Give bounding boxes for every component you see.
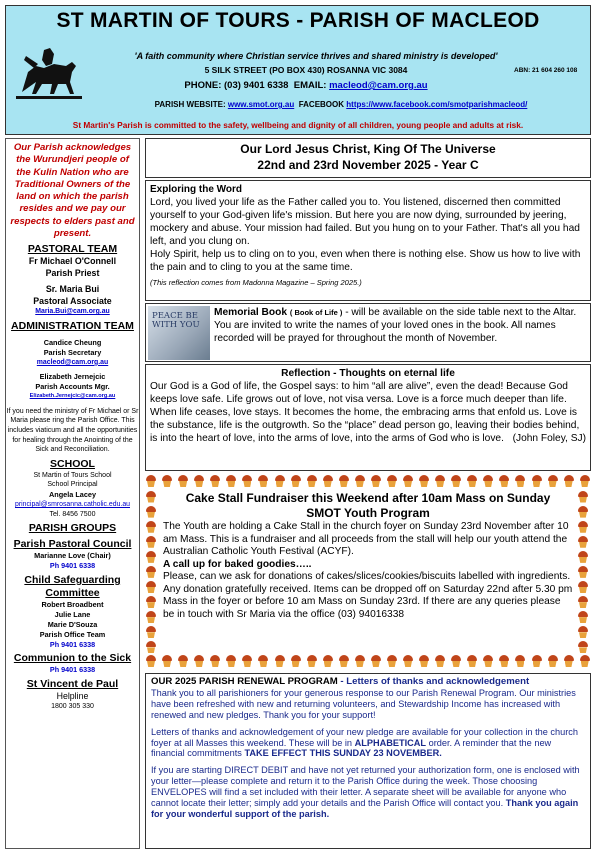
cake-paragraph: Please, can we ask for donations of cakes/slices/cookies/biscuits labelled with ingredients. Any donation gratefully received. Items can be dropped off on Saturday 22nd after 5.30 pm Mass in the foyer or before 10 am Mass on Sunday 23rd. If there are any queries please be in touch with Sr Maria via the office (03) 94016338: [163, 571, 573, 620]
cupcake-icon: [290, 655, 302, 667]
cupcake-icon: [577, 626, 589, 638]
feast-name: Our Lord Jesus Christ, King Of The Universe: [240, 142, 496, 156]
communion-heading: Communion to the Sick: [13, 652, 132, 665]
cupcake-icon: [274, 475, 286, 487]
cupcake-icon: [306, 475, 318, 487]
cupcake-icon: [290, 475, 302, 487]
cupcake-icon: [354, 655, 366, 667]
cupcake-icon: [450, 475, 462, 487]
reflection-citation: (John Foley, SJ): [512, 433, 586, 444]
priest-role: Parish Priest: [45, 267, 100, 278]
cupcake-icon: [563, 475, 575, 487]
image-caption: PEACE BE WITH YOU: [152, 311, 200, 330]
parish-groups-heading: PARISH GROUPS: [28, 522, 117, 535]
feast-date: 22nd and 23rd November 2025 - Year C: [257, 158, 479, 172]
cupcake-icon: [482, 475, 494, 487]
cupcake-icon: [386, 655, 398, 667]
principal-email-link[interactable]: principal@smrosanna.catholic.edu.au: [14, 501, 130, 509]
cupcake-icon: [402, 655, 414, 667]
cupcake-icon: [145, 641, 157, 653]
cupcake-icon: [577, 521, 589, 533]
cupcake-icon: [338, 475, 350, 487]
cupcake-icon: [531, 475, 543, 487]
memorial-subtitle: ( Book of Life ): [289, 308, 343, 317]
memorial-book-box: [145, 303, 591, 362]
cupcake-icon: [145, 475, 157, 487]
cupcake-border-right: [577, 489, 591, 655]
memorial-title: Memorial Book: [214, 307, 288, 318]
peace-be-with-you-image: [148, 306, 210, 360]
country-acknowledgement: Our Parish acknowledges the Wurundjeri people of the Kulin Nation who are Traditional Owners of the land on which the parish resides and we pay our respects to elders past and present.: [10, 142, 135, 240]
cupcake-icon: [531, 655, 543, 667]
sg-member: Parish Office Team: [39, 629, 106, 639]
contact-line: [96, 80, 516, 91]
cupcake-icon: [257, 475, 269, 487]
vincent-helpline-label: Helpline: [56, 690, 89, 701]
word-paragraph: Lord, you lived your life as the Father called you to. You listened, discerned then committed yourself to your God-given life's mission. But here you are now dying, surrounded by jeering, mockery and abuse. Your mission had failed. But you hung on to your Father. That's all you had left, and you clung on.: [150, 197, 580, 247]
cupcake-icon: [577, 596, 589, 608]
parish-abn: ABN: 21 604 260 108: [514, 67, 578, 74]
cupcake-icon: [145, 655, 157, 667]
cupcake-icon: [161, 655, 173, 667]
cupcake-icon: [577, 581, 589, 593]
cupcake-icon: [482, 655, 494, 667]
cupcake-icon: [577, 506, 589, 518]
renewal-paragraph: Letters of thanks and acknowledgement of your new pledge are available for your collection in the church foyer at all Masses this weekend. These will be in ALPHABETICAL order. A reminder that the new financial commitments TAKE EFFECT THIS SUNDAY 23 NOVEMBER.: [151, 726, 578, 759]
sidebar: [5, 138, 140, 849]
cupcake-icon: [434, 475, 446, 487]
cupcake-icon: [579, 655, 591, 667]
cupcake-icon: [547, 475, 559, 487]
email-link[interactable]: macleod@cam.org.au: [329, 80, 428, 91]
school-tel: Tel. 8456 7500: [49, 510, 96, 518]
renewal-subtitle: - Letters of thanks and acknowledgement: [337, 676, 530, 687]
cupcake-icon: [577, 611, 589, 623]
cupcake-icon: [577, 641, 589, 653]
cupcake-icon: [577, 551, 589, 563]
priest-name: Fr Michael O'Connell: [28, 256, 117, 267]
renewal-paragraph: If you are starting DIRECT DEBIT and have not yet returned your authorization form, one is enclosed with your letter—please complete and return it to the Parish Office during the week. Those choosing ENVELOPES will find a set included with their letter. A separate sheet will be available for anyone who cannot locate their letter; simply add your details and the Parish Office will contact you. Thank you again for your wonderful support of the parish.: [151, 765, 580, 819]
cupcake-icon: [257, 655, 269, 667]
vincent-heading: St Vincent de Paul: [26, 677, 119, 690]
secretary-role: Parish Secretary: [43, 347, 102, 357]
cupcake-icon: [225, 475, 237, 487]
website-link[interactable]: www.smot.org.au: [227, 100, 295, 109]
cupcake-icon: [577, 491, 589, 503]
st-martin-horse-logo-icon: [14, 42, 86, 106]
reflection-body: [150, 380, 586, 445]
cupcake-icon: [466, 655, 478, 667]
cupcake-icon: [145, 521, 157, 533]
cupcake-icon: [563, 655, 575, 667]
feast-title-box: [145, 138, 591, 178]
word-source: (This reflection comes from Madonna Magazine – Spring 2025.): [150, 278, 362, 287]
cupcake-icon: [322, 655, 334, 667]
cupcake-icon: [577, 536, 589, 548]
cupcake-icon: [498, 475, 510, 487]
cupcake-icon: [577, 566, 589, 578]
parish-address: 5 SILK STREET (PO BOX 430) ROSANNA VIC 3084: [204, 65, 408, 75]
communion-phone: Ph 9401 6338: [49, 665, 96, 675]
council-chair: Marianne Love (Chair): [34, 551, 111, 561]
cupcake-icon: [466, 475, 478, 487]
word-paragraph: Holy Spirit, help us to cling on to you, even when there is nothing else. Show us how to live with the pain and to cling to you at the same time.: [150, 249, 581, 273]
admin-team-heading: ADMINISTRATION TEAM: [11, 319, 134, 332]
secretary-name: Candice Cheung: [43, 337, 102, 347]
vincent-phone: 1800 305 330: [51, 703, 94, 711]
cupcake-icon: [241, 655, 253, 667]
cake-stall-box: [145, 475, 591, 669]
web-line: [96, 100, 586, 109]
cupcake-icon: [145, 626, 157, 638]
associate-email-link[interactable]: Maria.Bui@cam.org.au: [35, 308, 110, 316]
parish-title: ST MARTIN OF TOURS - PARISH OF MACLEOD: [56, 9, 540, 32]
sg-phone: Ph 9401 6338: [49, 639, 96, 649]
accounts-role: Parish Accounts Mgr.: [35, 382, 110, 392]
cupcake-icon: [338, 655, 350, 667]
cake-stall-content: [163, 491, 573, 621]
phone-number: (03) 9401 6338: [224, 80, 289, 91]
cupcake-icon: [579, 475, 591, 487]
secretary-email-link[interactable]: macleod@cam.org.au: [36, 358, 109, 366]
cake-heading: Cake Stall Fundraiser this Weekend after 10am Mass on Sunday: [185, 491, 551, 505]
exploring-word-box: [145, 180, 591, 301]
renewal-heading: [151, 677, 585, 688]
cupcake-icon: [177, 655, 189, 667]
cupcake-icon: [514, 655, 526, 667]
council-heading: Parish Pastoral Council: [13, 538, 132, 551]
pastoral-team-heading: PASTORAL TEAM: [27, 243, 118, 256]
cake-call-up: A call up for baked goodies…..: [163, 558, 312, 570]
cake-paragraph: The Youth are holding a Cake Stall in the church foyer on Sunday 23rd November after 10 am Mass. This is a fundraiser and all proceeds from the stall will help our youth attend the Australian Catholic Youth Festival (ACYF).: [163, 521, 569, 557]
reflection-text: Our God is a God of life, the Gospel says: to him “all are alive”, even the dead! Because God keeps love safe. Life grows out of love, not visa versa. Love is a force much deeper than life. When life ceases, love stays. It becomes the home, the embracing arms that enfold us. Love is the substance, life is the outgrowth. So the “place” dead person go, leaving their bodies behind, is into the heart of love, into the arms of love, into the arms of God who is love.: [150, 381, 580, 444]
renewal-program-box: [145, 673, 591, 849]
cupcake-icon: [177, 475, 189, 487]
cupcake-icon: [402, 475, 414, 487]
cupcake-border-left: [145, 489, 159, 655]
sg-member: Robert Broadbent: [41, 599, 104, 609]
principal-name: Angela Lacey: [48, 490, 97, 500]
cupcake-border-top: [145, 475, 591, 489]
cupcake-icon: [418, 655, 430, 667]
cupcake-icon: [306, 655, 318, 667]
cupcake-icon: [209, 475, 221, 487]
cupcake-icon: [145, 536, 157, 548]
facebook-link[interactable]: https://www.facebook.com/smotparishmacleod/: [346, 100, 528, 109]
sg-member: Marie D'Souza: [47, 619, 98, 629]
cupcake-icon: [145, 581, 157, 593]
cupcake-icon: [418, 475, 430, 487]
word-heading: Exploring the Word: [150, 184, 243, 195]
cupcake-icon: [547, 655, 559, 667]
facebook-label: FACEBOOK: [298, 100, 345, 109]
accounts-name: Elizabeth Jernejcic: [39, 372, 106, 382]
memorial-text: [214, 306, 588, 345]
reflection-box: [145, 364, 591, 471]
cupcake-icon: [450, 655, 462, 667]
memorial-body: - will be available on the side table next to the Altar. You are invited to write the names of your loved ones in the book. All names recorded will be prayed for throughout the month of November.: [214, 307, 577, 344]
cupcake-icon: [145, 566, 157, 578]
cupcake-icon: [354, 475, 366, 487]
sg-member: Julie Lane: [54, 609, 91, 619]
cupcake-icon: [274, 655, 286, 667]
school-heading: SCHOOL: [50, 457, 95, 470]
safety-statement: St Martin's Parish is committed to the safety, wellbeing and dignity of all children, young people and adults at risk.: [72, 120, 524, 130]
cupcake-icon: [322, 475, 334, 487]
school-name: St Martin of Tours School: [33, 471, 112, 479]
accounts-email-link[interactable]: Elizabeth.Jernejcic@cam.org.au: [29, 393, 116, 400]
council-phone: Ph 9401 6338: [49, 561, 96, 571]
parish-header: [5, 5, 591, 135]
email-label: EMAIL:: [293, 80, 327, 91]
renewal-title: OUR 2025 PARISH RENEWAL PROGRAM: [151, 676, 338, 687]
cupcake-icon: [498, 655, 510, 667]
cupcake-icon: [225, 655, 237, 667]
cupcake-icon: [145, 611, 157, 623]
school-role: School Principal: [47, 481, 98, 489]
renewal-paragraph: Thank you to all parishioners for your generous response to our Parish Renewal Program. Our ministries have been refreshed with new and returning volunteers, and Stewardship Income has increased with renewed and new pledges. Thank you for your support!: [151, 687, 576, 720]
cupcake-icon: [145, 551, 157, 563]
cupcake-icon: [370, 475, 382, 487]
cupcake-icon: [386, 475, 398, 487]
cupcake-icon: [193, 475, 205, 487]
cupcake-icon: [145, 506, 157, 518]
cupcake-icon: [209, 655, 221, 667]
cupcake-icon: [370, 655, 382, 667]
cupcake-icon: [514, 475, 526, 487]
ministry-note: If you need the ministry of Fr Michael or Sr Maria please ring the Parish Office. This includes viaticum and all the opportunities for healing through the Anointing of the Sick and Reconciliation.: [6, 407, 139, 454]
cupcake-border-bottom: [145, 655, 591, 669]
cupcake-icon: [145, 596, 157, 608]
cupcake-icon: [193, 655, 205, 667]
cupcake-icon: [145, 491, 157, 503]
website-label: PARISH WEBSITE:: [154, 100, 226, 109]
parish-motto: 'A faith community where Christian service thrives and shared ministry is developed': [134, 51, 498, 61]
safeguarding-heading: Child Safeguarding Committee: [24, 573, 121, 599]
associate-name: Sr. Maria Bui: [45, 284, 100, 295]
cupcake-icon: [161, 475, 173, 487]
cupcake-icon: [434, 655, 446, 667]
reflection-heading: Reflection - Thoughts on eternal life: [281, 368, 455, 379]
associate-role: Pastoral Associate: [33, 295, 112, 306]
youth-program-heading: SMOT Youth Program: [306, 506, 430, 520]
cupcake-icon: [241, 475, 253, 487]
phone-label: PHONE:: [184, 80, 222, 91]
